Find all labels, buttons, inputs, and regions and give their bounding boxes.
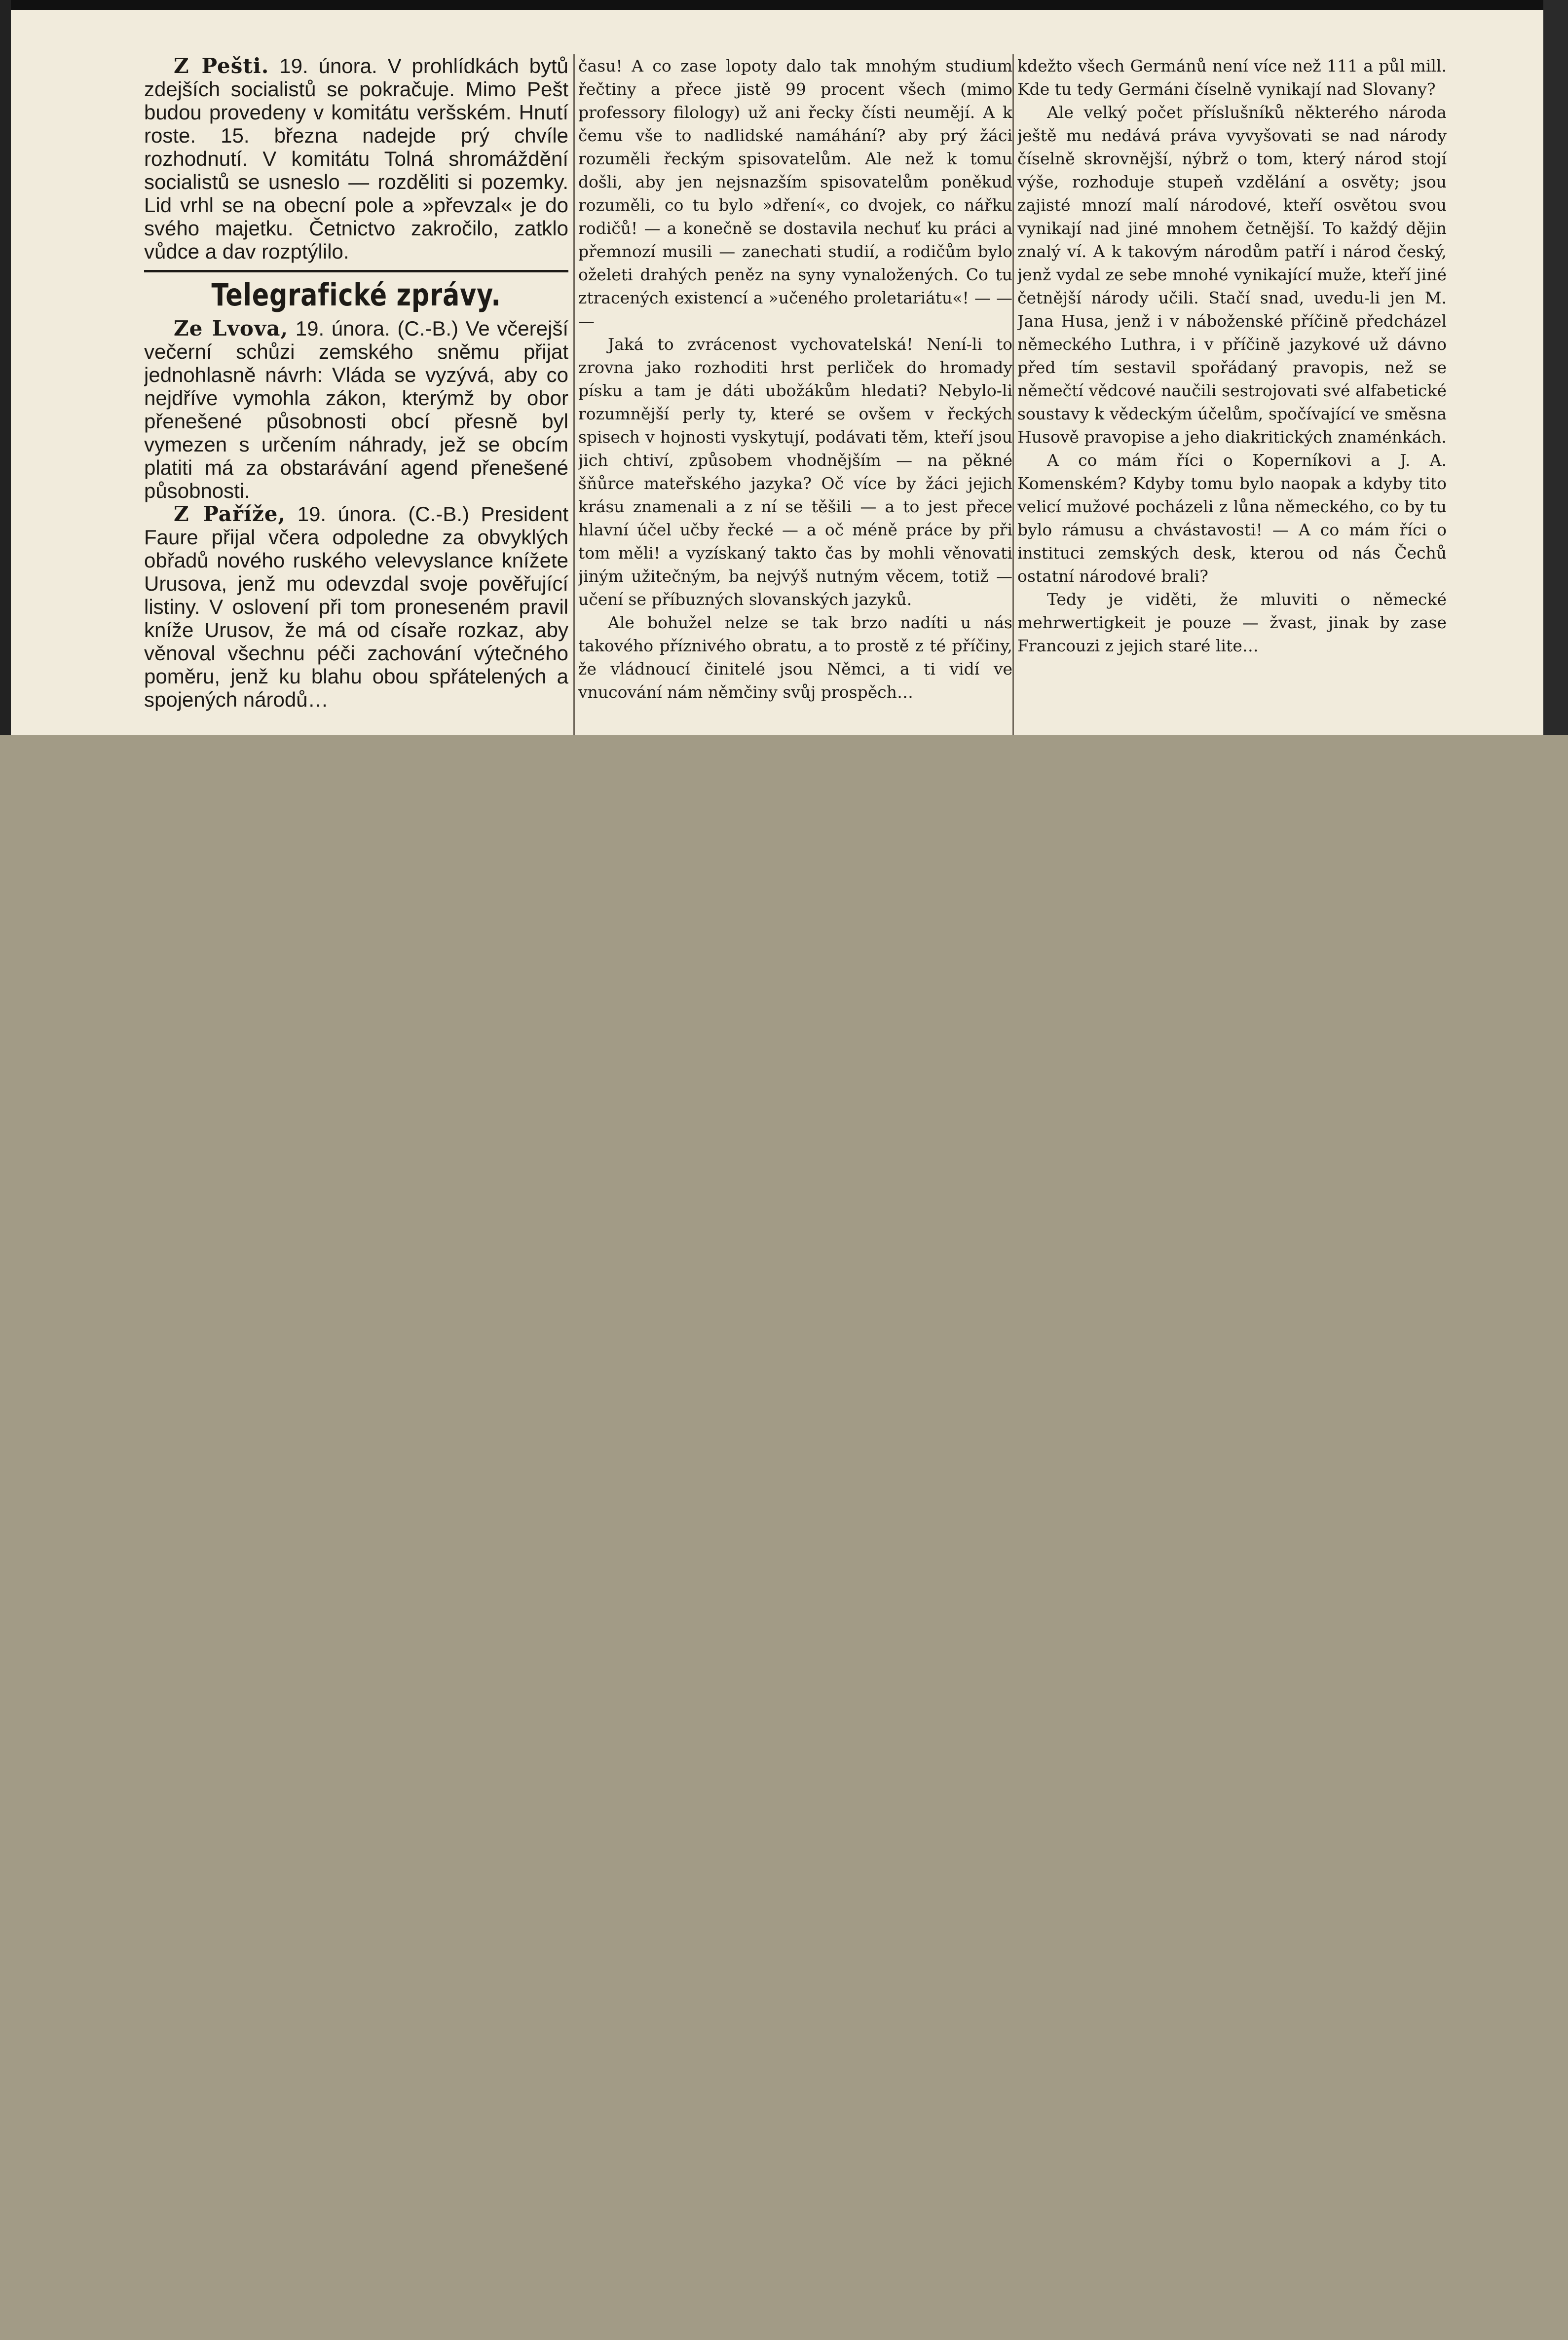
article-paragraph: Ale bohužel nelze se tak brzo nadíti u nás takového příznivého obratu, a to prostě z té příčiny, že vládnoucí činitelé jsou Němci, a ti vidí ve vnucování nám němčiny svůj prospěch…: [578, 613, 1012, 702]
right-edge: [1543, 0, 1568, 735]
news-text: 19. února. (C.-B.) Ve včerejší večerní schůzi zemského sněmu přijat jednohlasně návrh: Vláda se vyzývá, aby co nejdříve vymohla zákon, kterýmž by obor přenešené působnosti obcí přesně byl vymezen s určením náhrady, jež se obcím platiti má za obstarávání agend přenešené působnosti.: [144, 317, 568, 502]
column-1: [144, 54, 568, 735]
article-paragraph: A co mám říci o Koperníkovi a J. A. Komenském? Kdyby tomu bylo naopak a kdyby tito velicí mužové pocházeli z lůna německého, co by tu bylo rámusu a chvástavosti! — A co mám říci o instituci zemských desk, kterou od nás Čechů ostatní národové brali?: [1017, 451, 1447, 586]
newspaper-page: [11, 10, 1543, 735]
left-edge: [0, 0, 11, 735]
news-item-pest: [144, 54, 568, 263]
column-3: [1017, 54, 1447, 735]
news-item-lvov: [144, 317, 568, 502]
article-paragraph: Jaká to zvrácenost vychovatelská! Není-li to zrovna jako rozhoditi hrst perliček do hromady písku a tam je dáti ubožákům hledati? Nebylo-li rozumnější perly ty, které se ovšem v řeckých spisech v hojnosti vyskytují, podávati těm, kteří jsou jich chtiví, způsobem vhodnějším — na pěkné šňůrce mateřského jazyka? Oč více by žáci jejich krásu znamenali a z ní se těšili — a to jest přece hlavní účel učby řecké — a oč méně práce by při tom měli! a vyzískaný takto čas by mohli věnovati jiným užitečným, ba nejvýš nutným věcem, totiž — učení se příbuzných slovanských jazyků.: [578, 335, 1012, 609]
article-paragraph: Tedy je viděti, že mluviti o německé mehrwertigkeit je pouze — žvast, jinak by zase Francouzi z jejich staré lite…: [1017, 590, 1447, 655]
place-name: Z Paříže,: [174, 502, 286, 526]
top-edge: [0, 0, 1568, 10]
place-name: Z Pešti.: [174, 54, 269, 78]
article-paragraph: Ale velký počet příslušníků některého národa ještě mu nedává práva vyvyšovati se nad národy číselně skrovnější, nýbrž o tom, který národ stojí výše, rozhoduje stupeň vzdělání a osvěty; jsou zajisté mnozí malí národové, kteří osvětou svou vynikají nad jiné mnohem četnější. To každý dějin znalý ví. A k takovým národům patří i národ český, jenž vydal ze sebe mnohé vynikající muže, kteří jiné četnější národy učili. Stačí snad, uvedu-li jen M. Jana Husa, jenž i v náboženské příčině předcházel německého Luthra, i v příčině jazykové už dávno před tím sestavil spořádaný pravopis, než se němečtí vědcové naučili sestrojovati své alfabetické soustavy k vědeckým účelům, spočívající ve směsna Husově pravopise a jeho diakritických znaménkách.: [1017, 103, 1447, 447]
article-paragraph: kdežto všech Germánů není více než 111 a půl mill. Kde tu tedy Germáni číselně vynikají nad Slovany?: [1017, 56, 1447, 99]
column-2: [578, 54, 1012, 735]
news-item-paris: [144, 502, 568, 711]
section-rule: [144, 270, 568, 272]
section-heading: Telegrafické zprávy.: [211, 277, 501, 313]
column-rule: [1012, 54, 1014, 735]
news-text: 19. února. (C.-B.) President Faure přijal včera odpoledne za obvyklých obřadů nového ruského velevyslance knížete Urusova, jenž mu odevzdal svoje pověřující listiny. V oslovení při tom proneseném pravil kníže Urusov, že má od císaře rozkaz, aby věnoval všechnu péči zachování výtečného poměru, jenž ku blahu obou spřátelených a spojených národů…: [144, 502, 568, 711]
article-paragraph: času! A co zase lopoty dalo tak mnohým studium řečtiny a přece jistě 99 procent všech (mimo professory filology) už ani řecky čísti neumějí. A k čemu vše to nadlidské namáhání? aby prý žáci rozuměli řeckým spisovatelům. Ale než k tomu došli, aby jen nejsnazším spisovatelům poněkud rozuměli, co tu bylo »dření«, co dvojek, co nářku rodičů! — a konečně se dostavila nechuť ku práci a přemnozí musili — zanechati studií, a rodičům bylo oželeti drahých peněz na syny vynaložených. Co tu ztracených existencí a »učeného proletariátu«! — — —: [578, 56, 1012, 331]
news-text: 19. února. V prohlídkách bytů zdejších socialistů se pokračuje. Mimo Pešt budou provedeny v komitátu veršském. Hnutí roste. 15. března nadejde prý chvíle rozhodnutí. V komitátu Tolná shromáždění socialistů se usneslo — rozděliti si pozemky. Lid vrhl se na obecní pole a »převzal« je do svého majetku. Četnictvo zakročilo, zatklo vůdce a dav rozptýlilo.: [144, 54, 568, 263]
column-rule: [573, 54, 575, 735]
place-name: Ze Lvova,: [174, 316, 289, 340]
